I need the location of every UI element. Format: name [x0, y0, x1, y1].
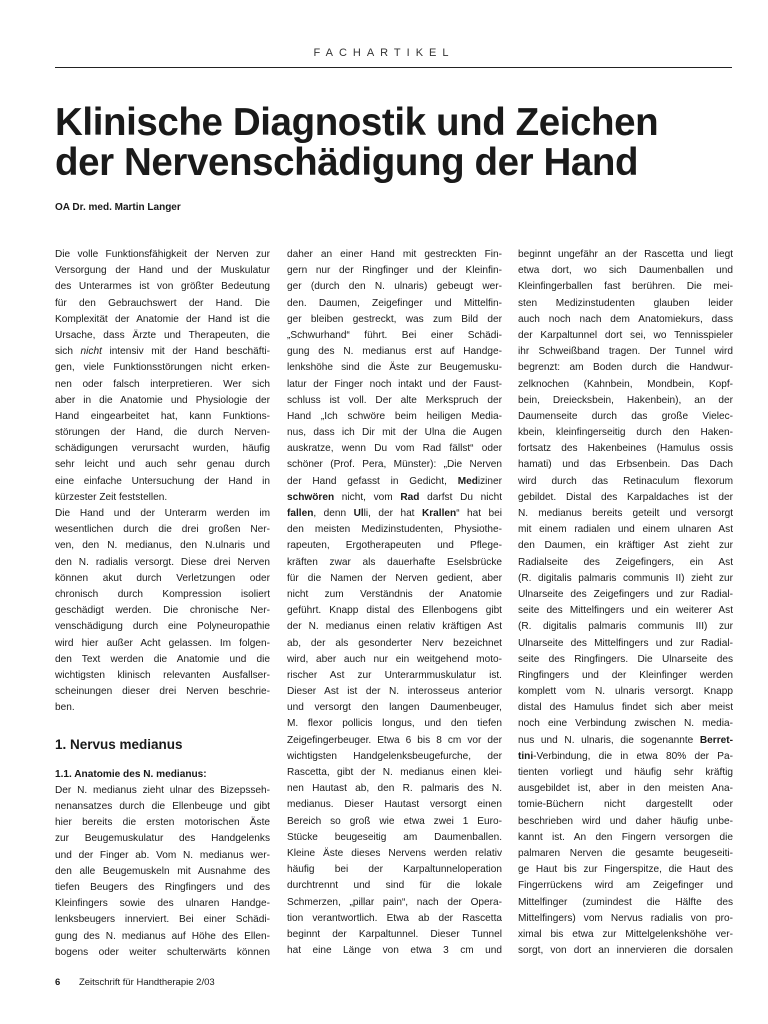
text-line: nenansatzes durch die Ellenbeuge und gibt	[55, 801, 270, 812]
text-line	[55, 344, 270, 360]
article-title-line: Klinische Diagnostik und Zeichen	[55, 101, 659, 144]
text-line: distal des Hamulus findet sich aber meist	[518, 702, 733, 714]
text-line: geschädigt werden. Die chronische Ner-	[55, 605, 270, 617]
text-line: beschrieben wird und daher häufig unbe-	[518, 815, 733, 827]
text-line	[518, 733, 733, 749]
text-line: schluss ist voll. Der alte Merkspruch der	[287, 394, 502, 406]
text-line: (R. digitalis palmaris communis II) zieht zur	[518, 572, 733, 584]
text-line: ausgebildet ist, aber in den meisten Ana-	[518, 783, 733, 795]
text-line: Dieser Ast ist der N. interosseus anterior	[287, 686, 502, 698]
text-run: , denn	[313, 508, 354, 519]
text-line: schöner (Prof. Pera, Münster): „Die Nerven	[287, 459, 502, 471]
text-line	[287, 506, 502, 522]
text-line: beginnt ungefähr an der Rascetta und liegt	[518, 249, 733, 260]
text-line: seite des Mittelfingers und ein weiterer Ast	[518, 605, 733, 617]
text-line: gen, viele Funktionsstörungen nicht erken-	[55, 362, 270, 374]
text-line: wesentlichen durch die drei großen Ner-	[55, 524, 270, 536]
text-line: ben.	[55, 702, 75, 714]
text-line: sehr leicht und auch sehr genau durch	[55, 459, 270, 471]
text-line: gung des N. medianus auf Höhe des Ellen-	[55, 930, 270, 942]
text-line: Ursache, dass Ärzte und Therapeuten, die	[55, 329, 270, 341]
text-run: intensiv mit der Hand beschäfti-	[101, 346, 270, 358]
text-line: wichtigsten Handgelenksbeugefurche, der	[287, 750, 502, 762]
text-line: Rascetta, gibt der N. medianus einen klei-	[287, 767, 502, 778]
bold-text: Ul	[353, 508, 364, 519]
text-line: eine einfache Untersuchung der Hand in	[55, 475, 270, 487]
text-line: Die volle Funktionsfähigkeit der Nerven zur	[55, 249, 270, 260]
text-line: gebildet. Distal des Karpaldaches ist der	[518, 491, 733, 503]
bold-text: Berret-	[699, 734, 733, 746]
text-line: kräften zwar als dauerhafte Eselsbrücke	[287, 556, 502, 568]
text-line: der Karpaltunnel dort sei, wo Tennisspieler	[518, 329, 733, 341]
text-run: “ hat bei	[456, 508, 502, 519]
text-line: Kleine Äste dieses Nervens werden relativ	[287, 847, 502, 859]
text-line: Zeigefingerbeuger. Etwa 6 bis 8 cm vor der	[287, 734, 502, 746]
text-line: gern nur der Ringfinger und der Kleinfin-	[287, 265, 502, 277]
text-line: bein, Dreiecksbein, Hakenbein), an der	[518, 394, 733, 406]
text-line: den alle Beugemuskeln mit Ausnahme des	[55, 865, 270, 877]
text-line: ger (durch den N. ulnaris) gebeugt wer-	[287, 281, 502, 293]
text-line: ximal bis etwa zur Mittelgelenkshöhe ver-	[518, 928, 733, 940]
section-heading: 1. Nervus medianus	[55, 736, 183, 752]
text-line: kannt ist. An den Fingern versorgen die	[518, 831, 733, 843]
text-line: und versorgt den langen Daumenbeuger,	[287, 702, 502, 714]
text-line: den. Daumen, Zeigefinger und Mittelfin-	[287, 297, 502, 309]
text-line: den Daumen, ein kräftiger Ast zieht zur	[518, 540, 733, 552]
text-line: M. flexor pollicis longus, und den tiefen	[287, 718, 502, 730]
text-line: Schmerzen, „pillar pain“, nach der Opera-	[287, 896, 502, 908]
bold-text: Rad	[400, 491, 420, 503]
journal-name: Zeitschrift für Handtherapie 2/03	[78, 977, 215, 988]
text-line: medianus. Dieser Hautast versorgt einen	[287, 799, 502, 811]
text-run: -Verbindung, die in etwa 80% der Pa-	[533, 750, 733, 762]
text-line: palmaren Nerven die gesamte beugeseiti-	[518, 847, 733, 859]
text-line: Fingerrückens wird am Zeigefinger und	[518, 880, 733, 892]
text-line: etwa dort, wo sich Daumenballen und	[518, 265, 733, 277]
page-footer	[55, 977, 215, 988]
text-line: komplett vom N. ulnaris versorgt. Knapp	[518, 686, 733, 698]
text-line: wichtigsten klinisch relevanten Ausfallser-	[55, 669, 270, 681]
text-line: schädigungen verursacht wurden, häufig	[55, 443, 270, 455]
text-line: N. medianus bereits geteilt und versorgt	[518, 508, 733, 519]
text-line: auskratze, wenn Du vom Rad fällst“ oder	[287, 443, 502, 455]
subsection-heading: 1.1. Anatomie des N. medianus:	[55, 768, 207, 780]
text-line: wird, aber auch nur ein weitgehend moto-	[287, 653, 502, 665]
text-line: des Unterarmes ist von größter Bedeutung	[55, 281, 270, 293]
text-line: gung des N. medianus erst auf Handge-	[287, 346, 502, 358]
article-author: OA Dr. med. Martin Langer	[55, 202, 181, 213]
text-line: Kleinfingers sowie des ulnaren Handge-	[55, 898, 270, 910]
text-line: Der N. medianus zieht ulnar des Bizepsseh-	[55, 784, 270, 796]
text-line: zelknochen (Kahnbein, Mondbein, Kopf-	[518, 378, 733, 390]
bold-text: Med	[457, 475, 478, 487]
text-line: „Schwurhand“ führt. Bei einer Schädi-	[287, 329, 502, 341]
text-column-2	[287, 247, 502, 959]
text-line: tiefen Beugers des Ringfingers und des	[55, 881, 270, 893]
text-line: zur Beugemuskulatur des Handgelenks	[55, 833, 270, 845]
text-line: Mittelfinger (zumindest die Hälfte des	[518, 896, 733, 908]
text-line	[287, 474, 502, 490]
text-line: und der Finger ab. Vom N. medianus wer-	[55, 849, 270, 861]
text-line: durchtrennt und sind für die lokale	[287, 880, 502, 892]
text-line: kbein, kleinfingerseitig durch den Haken-	[518, 427, 733, 439]
text-line: geführt. Knapp distal des Ellenbogens gibt	[287, 605, 502, 617]
text-line: chronisch durch Kompression isoliert	[55, 588, 270, 600]
bold-text: fallen	[287, 508, 314, 519]
text-line: Bereich so groß wie etwa zwei 1 Euro-	[287, 815, 502, 827]
text-line: häufig bei der Karpaltunneloperation	[287, 864, 502, 876]
text-run: nus und N. ulnaris, die sogenannte	[518, 734, 700, 746]
text-line: noch eine Verbindung zwischen N. media-	[518, 718, 733, 730]
text-line: Komplexität der Anatomie der Hand ist die	[55, 313, 270, 325]
text-line: mit einem radialen und einem ulnaren Ast	[518, 524, 733, 536]
text-line: können akut durch Verletzungen oder	[55, 572, 270, 584]
text-run: iziner	[477, 475, 502, 487]
text-run: darfst Du nicht	[419, 491, 502, 503]
text-line: lenksbeugers innerviert. Bei einer Schädi-	[55, 914, 270, 926]
article-title	[55, 103, 745, 183]
text-line: den Text werden die Anatomie und die	[55, 653, 270, 665]
text-line: tion verantwortlich. Etwa ab der Rascetta	[287, 912, 502, 924]
text-line: Kleinfingerballen fast berühren. Die mei-	[518, 281, 733, 293]
text-line: hat eine Länge von etwa 3 cm und	[287, 945, 502, 957]
text-line: daher an einer Hand mit gestreckten Fin-	[287, 249, 502, 260]
text-run: der Hand gefasst in Gedicht,	[287, 475, 458, 487]
text-line: Daumenseite durch das große Vielec-	[518, 410, 733, 422]
text-line: Ulnarseite des Zeigefingers und zur Radial-	[518, 588, 733, 600]
italic-text: nicht	[80, 346, 102, 358]
text-line: ab, der als gesonderter Nerv bezeichnet	[287, 637, 502, 649]
text-line: sorgt, von dort an innervieren die dorsalen	[518, 945, 733, 957]
text-line: tomie-Büchern nicht dargestellt oder	[518, 799, 733, 811]
text-line: den meisten Medizinstudenten, Physiothe-	[287, 524, 502, 536]
bold-text: tini	[518, 750, 534, 762]
text-line: Versorgung der Hand und der Muskulatur	[55, 265, 270, 277]
text-line: Ringfingers und der Kleinfinger werden	[518, 669, 733, 681]
text-line	[518, 749, 733, 765]
text-line: rischer Ast zur Unterarmmuskulatur ist.	[287, 669, 502, 681]
text-line: kürzester Zeit feststellen.	[55, 491, 168, 503]
text-line: ge Haut bis zur Fingerspitze, die Haut des	[518, 864, 733, 876]
text-line: seite des Ringfingers. Die Ulnarseite des	[518, 653, 733, 665]
text-line: Mittelfingers) vom Nervus radialis von pro-	[518, 912, 733, 924]
text-line: den N. radialis versorgt. Diese drei Nerven	[55, 556, 270, 568]
text-line: fortsatz des Hakenbeines (Hamulus ossis	[518, 443, 733, 455]
text-line: ger bleiben gestreckt, was zum Bild der	[287, 313, 502, 325]
text-line: scheinungen dieser drei Nerven beschrie-	[55, 686, 270, 698]
text-line: beginnt der Karpaltunnel. Dieser Tunnel	[287, 928, 502, 940]
text-line: störungen der Hand, die durch Nerven-	[55, 427, 270, 439]
text-line: nus, dass ich Dir mit der Ulna die Augen	[287, 427, 502, 439]
text-run: nicht, vom	[334, 491, 401, 503]
text-line: begrenzt: am Boden durch die Handwur-	[518, 362, 733, 374]
text-line: hamati) und das Erbsenbein. Das Dach	[518, 459, 733, 471]
text-line: tienten vorliegt und häufig sehr kräftig	[518, 767, 733, 778]
text-run: sich	[55, 346, 81, 358]
article-title-line: der Nervenschädigung der Hand	[55, 141, 639, 184]
top-rule	[55, 67, 732, 68]
text-line: Ulnarseite des Mittelfingers und zur Radial-	[518, 637, 733, 649]
text-line: für den Gebrauchswert der Hand. Die	[55, 297, 270, 309]
text-line: auch noch nach dem Anatomiekurs, dass	[518, 313, 733, 325]
text-line: Hand „Ich schwöre beim heiligen Media-	[287, 410, 502, 422]
text-line	[287, 490, 502, 506]
text-line: (R. digitalis palmaris communis III) zur	[518, 621, 733, 633]
text-line: hier bereits die ersten motorischen Äste	[55, 817, 270, 829]
text-line: venschädigung durch eine Polyneuropathie	[55, 621, 270, 633]
text-line: ihr Schweißband tragen. Der Tunnel wird	[518, 346, 733, 358]
text-line: rapeuten, Ergotherapeuten und Pflege-	[287, 540, 502, 552]
text-line: nen oder falsch interpretieren. Wer sich	[55, 378, 270, 390]
paragraph-gap	[55, 716, 270, 732]
text-line: wird durch das Retinaculum flexorum	[518, 475, 733, 487]
section-label: FACHARTIKEL	[313, 47, 455, 59]
text-line: sten Medizinstudenten glauben leider	[518, 297, 733, 309]
text-line: nen Hautast ab, den R. palmaris des N.	[287, 783, 502, 795]
text-line: Stücke beugeseitig am Daumenballen.	[287, 831, 502, 843]
text-line: der N. medianus einen relativ kräftigen Ast	[287, 621, 502, 633]
bold-text: Krallen	[421, 508, 457, 519]
text-line: Hand eingearbeitet hat, kann Funktions-	[55, 410, 270, 422]
text-column-1	[55, 247, 270, 961]
text-line: ven, den N. medianus, den N.ulnaris und	[55, 540, 270, 552]
text-line: latur der Finger noch intakt und der Faust-	[287, 378, 502, 390]
text-line: nicht zum Verständnis der Anatomie	[287, 588, 502, 600]
text-line: lenkshöhe sind die Äste zur Beugemusku-	[287, 362, 502, 374]
text-line: bogens oder weiter schulterwärts können	[55, 946, 270, 958]
text-line: Die Hand und der Unterarm werden im	[55, 508, 270, 519]
text-line: für die Namen der Nerven gedient, aber	[287, 572, 502, 584]
text-line: aber in die Anatomie und Physiologie der	[55, 394, 270, 406]
text-column-3	[518, 247, 733, 959]
text-run: li, der hat	[363, 508, 422, 519]
text-line: wird hier außer Acht gelassen. Im folgen-	[55, 637, 270, 649]
text-line: Radialseite des Zeigefingers, ein Ast	[518, 556, 733, 568]
bold-text: schwören	[287, 491, 335, 503]
page-number: 6	[55, 977, 61, 988]
